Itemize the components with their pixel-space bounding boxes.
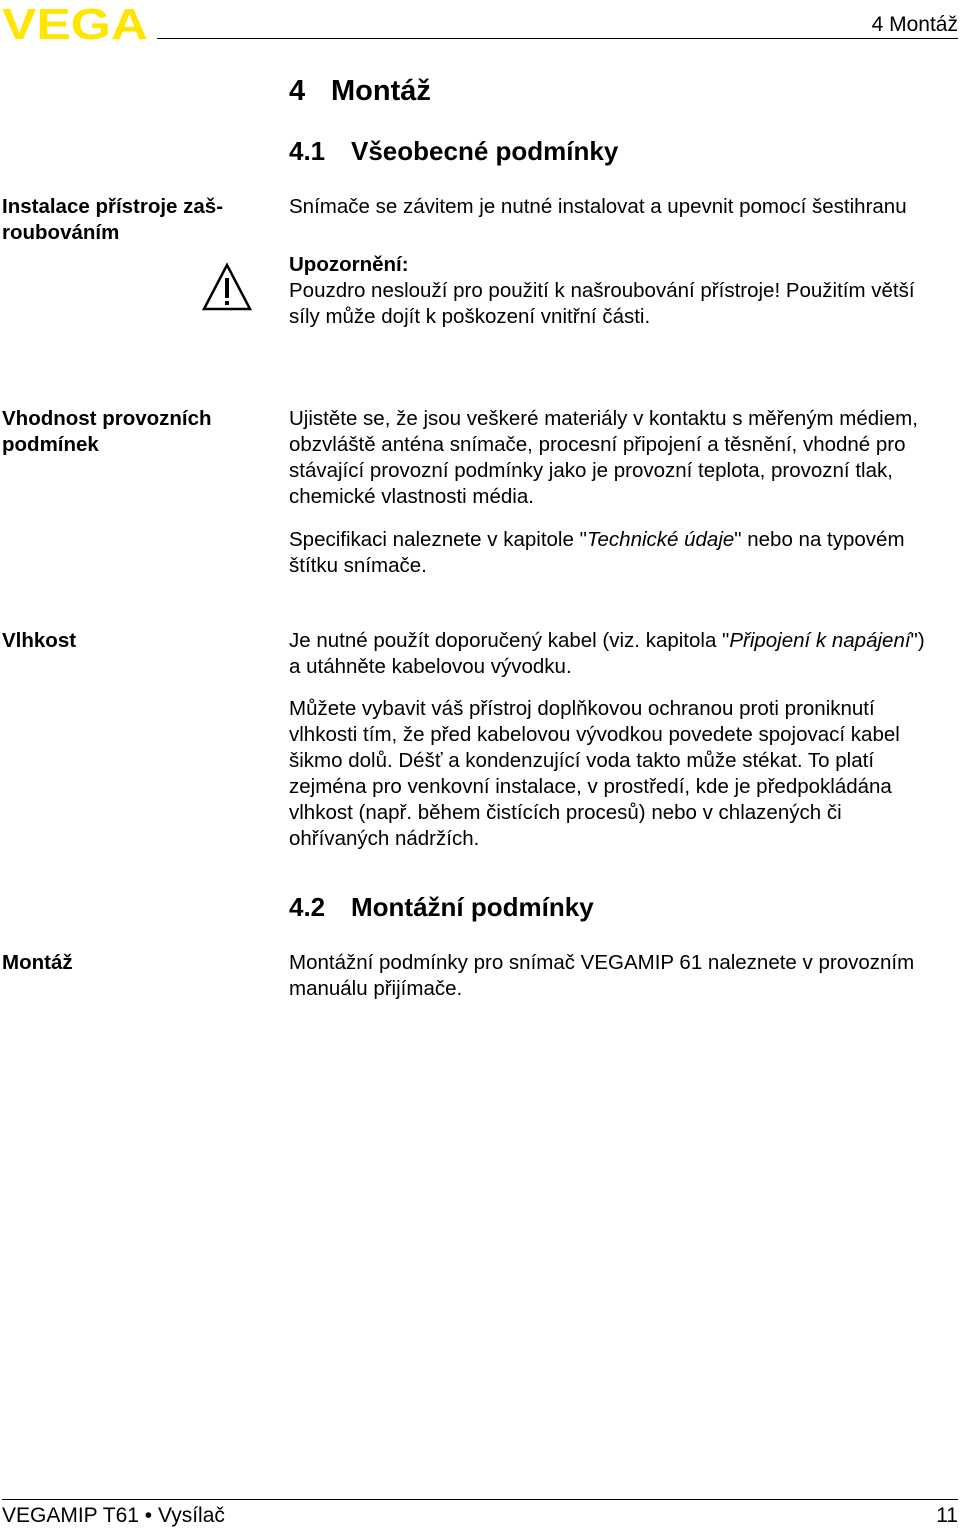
warning-title: Upozornění: (289, 253, 409, 276)
side-label-line: podmínek (2, 433, 99, 456)
text-line: a utáhněte kabelovou vývodku. (289, 655, 572, 678)
conditions-paragraph-1 (289, 406, 960, 510)
running-header: 4 Montáž (871, 13, 958, 36)
section-number: 4.1 (289, 136, 326, 166)
text-line: zejména pro venkovní instalace, v prostředí, kde je předpokládána (289, 775, 892, 798)
side-label-line: Instalace přístroje zaš- (2, 195, 224, 218)
footer-divider (2, 1499, 958, 1500)
side-label-line: roubováním (2, 221, 120, 244)
text-line: stávající provozní podmínky jako je provozní teplota, provozní tlak, (289, 459, 893, 482)
side-label-install (2, 194, 257, 246)
mounting-paragraph (289, 950, 960, 1002)
chapter-heading (289, 75, 431, 108)
vega-logo (2, 4, 150, 42)
humidity-paragraph-2 (289, 696, 960, 852)
logo-text: VEGA (2, 4, 148, 42)
text-line (289, 527, 960, 553)
text-line: Montážní podmínky pro snímač VEGAMIP 61 naleznete v provozním (289, 951, 915, 974)
text-line: štítku snímače. (289, 554, 427, 577)
warning-line: síly může dojít k poškození vnitřní části. (289, 305, 651, 328)
warning-line: Pouzdro neslouží pro použití k našroubování přístroje! Použitím větší (289, 279, 915, 302)
section-heading-4-2 (289, 892, 594, 923)
side-label-humidity: Vlhkost (2, 629, 77, 652)
install-text: Snímače se závitem je nutné instalovat a upevnit pomocí šestihranu (289, 195, 907, 218)
text-line: šikmo dolů. Déšť a kondenzující voda takto může stékat. To platí (289, 749, 875, 772)
side-label-mounting: Montáž (2, 951, 73, 974)
section-number: 4.2 (289, 892, 326, 922)
text-span: " nebo na typovém (734, 528, 905, 551)
text-line: vlhkosti tím, že před kabelovou vývodkou povedete spojovací kabel (289, 723, 900, 746)
text-span: ") (910, 629, 925, 652)
warning-block (289, 252, 960, 330)
text-line: Ujistěte se, že jsou veškeré materiály v kontaktu s měřeným médiem, (289, 407, 918, 430)
footer-document-title: VEGAMIP T61 • Vysílač (2, 1504, 225, 1527)
text-line: Můžete vybavit váš přístroj doplňkovou ochranou proti proniknutí (289, 697, 875, 720)
humidity-paragraph-1 (289, 628, 960, 680)
text-line (289, 628, 960, 654)
chapter-title: Montáž (331, 75, 431, 107)
section-title: Montážní podmínky (351, 892, 594, 922)
section-heading-4-1 (289, 136, 618, 167)
chapter-number: 4 (289, 75, 306, 107)
conditions-paragraph-2 (289, 527, 960, 579)
chapter-reference: Technické údaje (586, 528, 735, 551)
page-number: 11 (936, 1504, 958, 1527)
chapter-reference: Připojení k napájení (729, 629, 911, 652)
text-line: ohřívaných nádržích. (289, 827, 480, 850)
header-divider (157, 38, 958, 39)
side-label-conditions (2, 406, 257, 458)
section-title: Všeobecné podmínky (351, 136, 619, 166)
text-line: obzvláště anténa snímače, procesní připojení a těsnění, vhodné pro (289, 433, 906, 456)
warning-triangle-icon (201, 262, 253, 312)
text-line: vlhkost (např. během čistících procesů) nebo v chlazených či (289, 801, 842, 824)
text-line: chemické vlastnosti média. (289, 485, 534, 508)
text-span: Je nutné použít doporučený kabel (viz. kapitola " (289, 629, 730, 652)
side-label-line: Vhodnost provozních (2, 407, 212, 430)
text-line: manuálu přijímače. (289, 977, 463, 1000)
text-span: Specifikaci naleznete v kapitole " (289, 528, 587, 551)
